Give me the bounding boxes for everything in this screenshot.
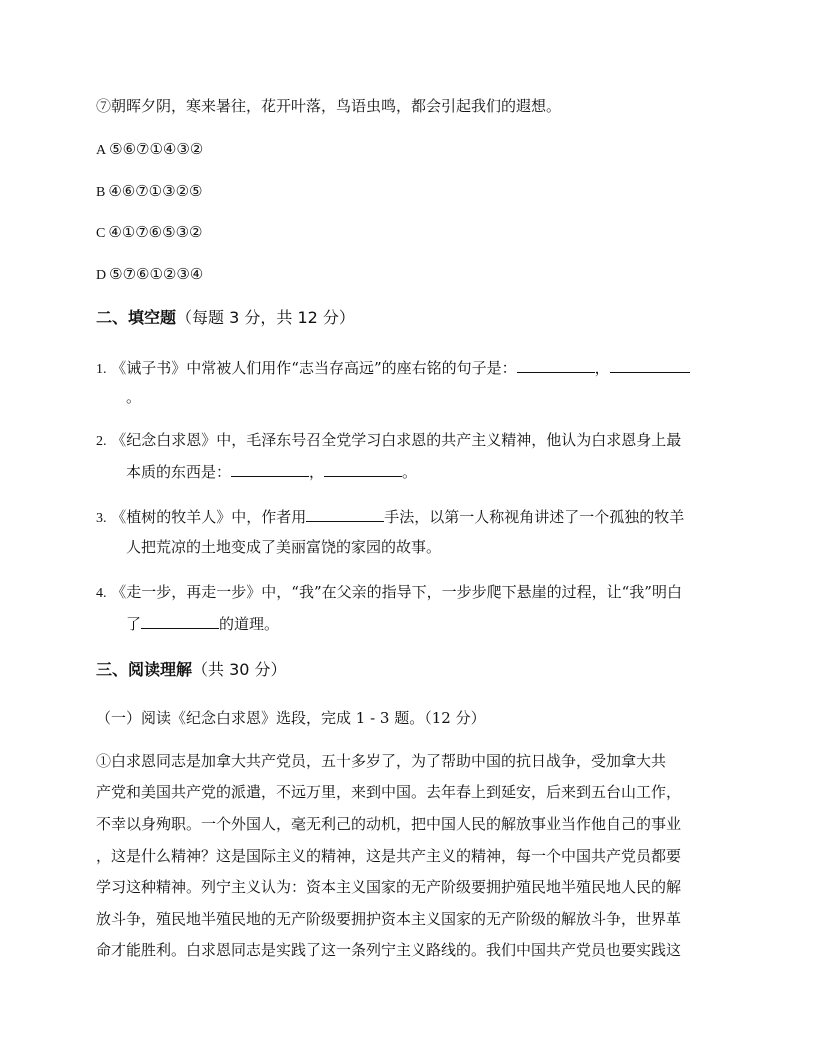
section-title: 三、阅读理解 <box>96 660 193 679</box>
passage-line: ①白求恩同志是加拿大共产党员，五十多岁了，为了帮助中国的抗日战争，受加拿大共 <box>96 752 667 770</box>
option-d[interactable] <box>96 264 203 286</box>
option-text: ⑤⑦⑥①②③④ <box>109 265 204 283</box>
question-text: 手法，以第一人称视角讲述了一个孤独的牧羊 <box>384 508 685 526</box>
question-end: 。 <box>402 463 418 481</box>
question-number: 4. <box>96 586 107 601</box>
passage-line: 放斗争，殖民地半殖民地的无产阶级要拥护资本主义国家的无产阶级的解放斗争，世界革 <box>96 910 682 928</box>
option-letter: B <box>96 185 106 200</box>
question-item-7: ⑦朝晖夕阴，寒来暑往，花开叶落，鸟语虫鸣，都会引起我们的遐想。 <box>96 97 562 115</box>
fill-question-3 <box>96 506 684 529</box>
question-text: 《诫子书》中常被人们用作“志当存高远”的座右铭的句子是： <box>111 359 517 377</box>
section-note: （共 30 分） <box>192 660 287 679</box>
section-title: 二、填空题 <box>96 308 177 327</box>
question-text: 了 <box>126 615 142 633</box>
passage-line: ，这是什么精神？这是国际主义的精神，这是共产主义的精神，每一个中国共产党员都要 <box>96 847 682 865</box>
question-text: 《植树的牧羊人》中，作者用 <box>111 508 307 526</box>
question-text: 本质的东西是： <box>126 463 232 481</box>
fill-question-3-cont: 人把荒凉的土地变成了美丽富饶的家园的故事。 <box>126 538 442 556</box>
option-text: ⑤⑥⑦①④③② <box>109 140 204 158</box>
passage-line: 产党和美国共产党的派遣，不远万里，来到中国。去年春上到延安，后来到五台山工作， <box>96 783 682 801</box>
section-heading-fill-blank <box>96 308 355 328</box>
section-note: （每题 3 分，共 12 分） <box>176 308 355 327</box>
answer-blank[interactable] <box>610 357 690 373</box>
fill-question-4-cont <box>126 613 279 634</box>
option-letter: C <box>96 226 106 241</box>
answer-blank[interactable] <box>517 357 595 373</box>
answer-blank[interactable] <box>306 506 384 522</box>
question-text: 《走一步，再走一步》中，“我”在父亲的指导下，一步步爬下悬崖的过程，让“我”明白 <box>111 583 682 601</box>
fill-question-2-cont <box>126 461 417 482</box>
fill-question-1 <box>96 357 690 380</box>
question-text: 的道理。 <box>219 615 280 633</box>
option-b[interactable] <box>96 181 202 203</box>
option-c[interactable] <box>96 222 202 244</box>
passage-line: 不幸以身殉职。一个外国人，毫无利己的动机，把中国人民的解放事业当作他自己的事业 <box>96 815 682 833</box>
blank-separator: ， <box>594 359 610 377</box>
option-a[interactable] <box>96 139 203 161</box>
subsection-heading: （一）阅读《纪念白求恩》选段，完成 1 - 3 题。（12 分） <box>96 709 486 727</box>
option-text: ④①⑦⑥⑤③② <box>108 223 203 241</box>
option-text: ④⑥⑦①③②⑤ <box>108 182 203 200</box>
passage-line: 学习这种精神。列宁主义认为：资本主义国家的无产阶级要拥护殖民地半殖民地人民的解 <box>96 878 682 896</box>
option-letter: A <box>96 143 107 158</box>
answer-blank[interactable] <box>324 461 402 477</box>
question-text: 《纪念白求恩》中，毛泽东号召全党学习白求恩的共产主义精神，他认为白求恩身上最 <box>111 431 682 449</box>
question-number: 2. <box>96 434 107 449</box>
question-number: 1. <box>96 362 107 377</box>
fill-question-4 <box>96 582 682 604</box>
fill-question-2 <box>96 430 681 452</box>
passage-line: 命才能胜利。白求恩同志是实践了这一条列宁主义路线的。我们中国共产党员也要实践这 <box>96 941 682 959</box>
question-number: 3. <box>96 511 107 526</box>
section-heading-reading <box>96 660 287 680</box>
answer-blank[interactable] <box>231 461 309 477</box>
fill-question-1-cont: 。 <box>126 388 142 406</box>
option-letter: D <box>96 268 107 283</box>
blank-separator: ， <box>309 463 325 481</box>
answer-blank[interactable] <box>141 613 219 629</box>
